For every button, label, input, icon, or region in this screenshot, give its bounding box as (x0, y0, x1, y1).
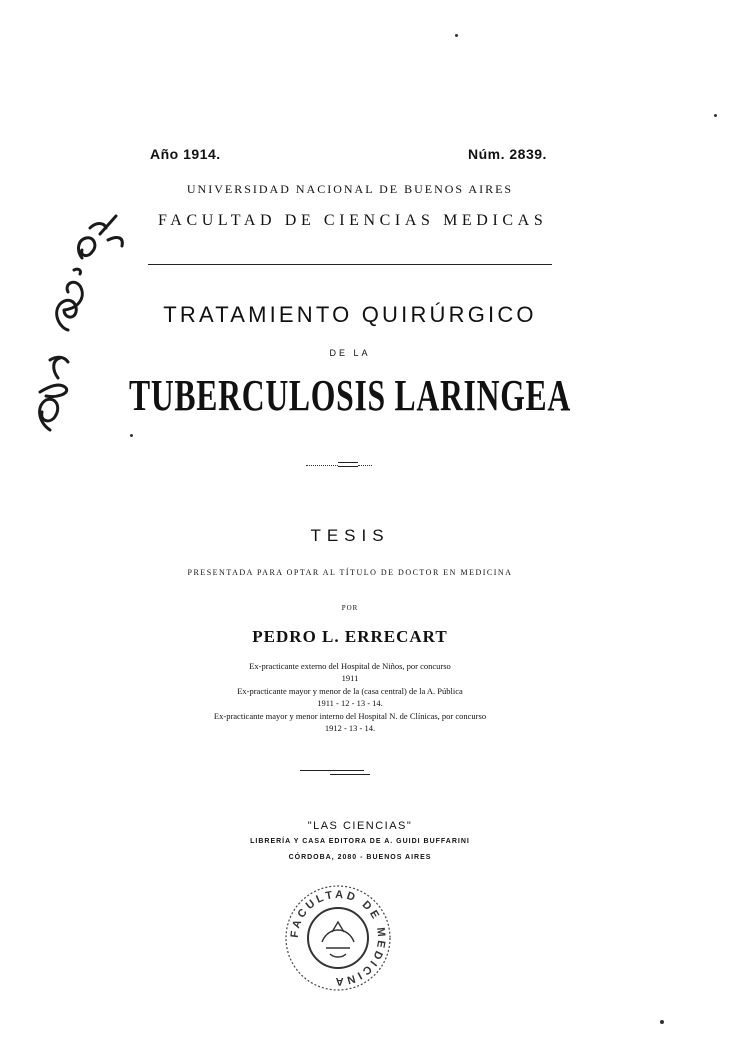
title-line-1: TRATAMIENTO QUIRÚRGICO (163, 302, 537, 327)
number-label: Núm. 2839. (468, 146, 547, 162)
speck (130, 434, 133, 437)
publisher-description: LIBRERÍA Y CASA EDITORA DE A. GUIDI BUFFARINI (250, 838, 470, 845)
year-label: Año 1914. (150, 146, 221, 162)
credential-line: 1912 - 13 - 14. (324, 723, 376, 733)
university-name: UNIVERSIDAD NACIONAL DE BUENOS AIRES (186, 182, 514, 196)
title-line-3: TUBERCULOSIS LARINGEA (128, 371, 572, 420)
speck (660, 1020, 664, 1024)
credential-line: 1911 - 12 - 13 - 14. (317, 698, 383, 708)
header-divider (148, 264, 552, 265)
svg-text:FACULTAD DE MEDICINA: FACULTAD DE MEDICINA (288, 888, 388, 988)
author-name: PEDRO L. ERRECART (252, 627, 448, 646)
credential-line: 1911 (341, 673, 359, 683)
speck (714, 114, 717, 117)
speck (455, 34, 458, 37)
credential-line: Ex-practicante mayor y menor de la (casa central) de la A. Pública (237, 686, 463, 696)
library-stamp (282, 882, 394, 994)
thesis-label: TESIS (310, 526, 390, 545)
faculty-name: FACULTAD DE CIENCIAS MEDICAS (158, 212, 548, 229)
by-label: POR (341, 604, 359, 612)
thesis-purpose: PRESENTADA PARA OPTAR AL TÍTULO DE DOCTOR EN MEDICINA (187, 568, 513, 577)
credential-line: Ex-practicante externo del Hospital de Niños, por concurso (249, 661, 451, 671)
credential-line: Ex-practicante mayor y menor interno del Hospital N. de Clínicas, por concurso (213, 711, 487, 721)
title-line-2: DE LA (329, 348, 371, 358)
publisher-name: "LAS CIENCIAS" (307, 820, 413, 832)
publisher-address: CÓRDOBA, 2080 - BUENOS AIRES (288, 854, 432, 861)
